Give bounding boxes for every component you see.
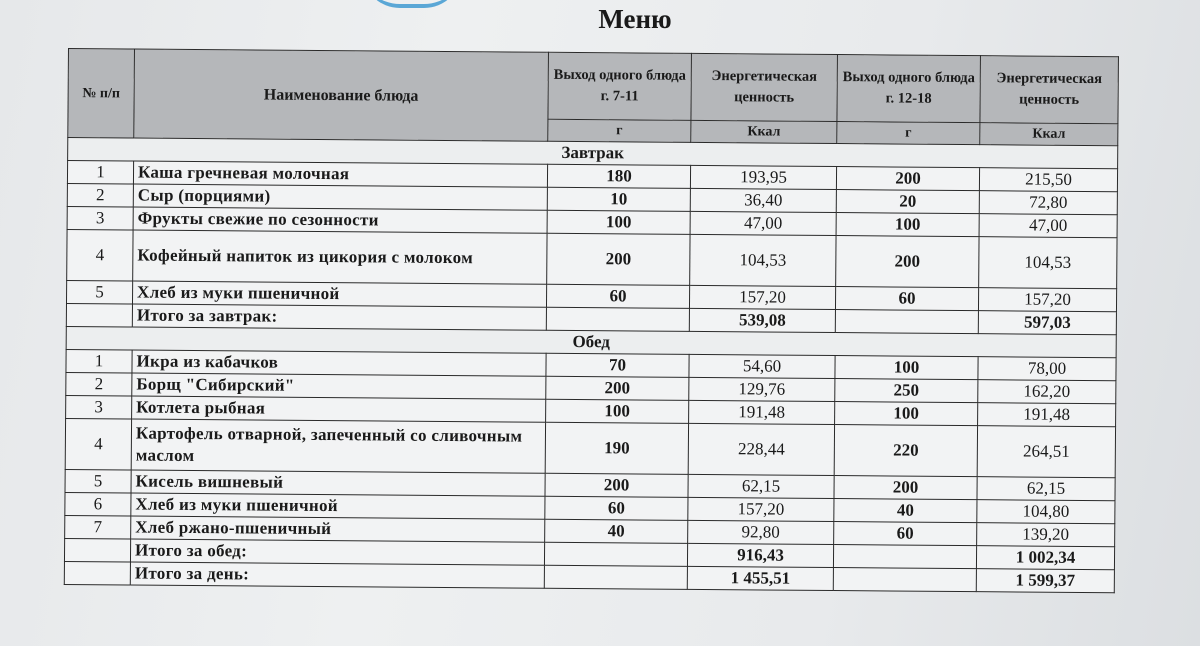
kcal-7-11: 47,00 [690,211,836,235]
dish-name: Икра из кабачков [132,350,546,376]
portion-12-18: 20 [836,190,979,214]
portion-12-18: 200 [836,167,979,191]
row-num: 5 [66,280,132,304]
portion-7-11: 100 [547,210,690,234]
dish-name: Сыр (порциями) [133,184,547,210]
row-num: 4 [65,418,131,470]
kcal-12-18: 72,80 [979,191,1117,215]
day-total-kcal-7-11: 1 455,51 [687,566,833,590]
kcal-12-18: 104,53 [979,237,1117,289]
kcal-7-11: 193,95 [690,165,836,189]
kcal-7-11: 191,48 [689,400,835,424]
kcal-12-18: 78,00 [978,357,1116,381]
dish-name: Фрукты свежие по сезонности [133,207,547,233]
kcal-12-18: 47,00 [979,214,1117,238]
kcal-7-11: 129,76 [689,377,835,401]
row-num: 5 [65,469,131,493]
portion-7-11: 100 [546,399,689,423]
kcal-7-11: 92,80 [688,520,834,544]
portion-7-11: 200 [546,376,689,400]
dish-name: Хлеб из муки пшеничной [131,493,545,519]
empty-cell [544,565,687,589]
portion-12-18: 40 [834,499,977,523]
day-total-kcal-12-18: 1 599,37 [976,569,1114,593]
portion-12-18: 200 [834,476,977,500]
portion-7-11: 180 [547,164,690,188]
kcal-7-11: 104,53 [690,234,836,286]
total-label: Итого за завтрак: [132,304,546,330]
header-unit-kcal-12-18: Ккал [980,123,1118,146]
kcal-12-18: 104,80 [977,500,1115,524]
portion-12-18: 100 [835,356,978,380]
header-num: № п/п [68,49,135,139]
header-unit-g-7-11: г [548,119,691,142]
empty-cell [66,303,132,327]
header-unit-g-12-18: г [837,122,980,145]
empty-cell [833,545,976,569]
row-num: 3 [67,206,133,230]
row-num: 3 [66,395,132,419]
row-num: 4 [67,229,133,281]
header-portion-12-18: Выход одного блюда г. 12-18 [837,55,981,123]
portion-12-18: 60 [834,522,977,546]
total-kcal-7-11: 539,08 [689,308,835,332]
portion-7-11: 10 [547,187,690,211]
portion-12-18: 250 [835,379,978,403]
empty-cell [64,561,130,585]
menu-table [64,48,1119,593]
empty-cell [64,538,130,562]
dish-name: Картофель отварной, запеченный со сливочным маслом [131,419,545,473]
portion-7-11: 190 [545,422,688,474]
empty-cell [546,307,689,331]
portion-7-11: 60 [545,496,688,520]
kcal-12-18: 139,20 [977,523,1115,547]
empty-cell [833,568,976,592]
row-num: 6 [65,492,131,516]
portion-7-11: 200 [545,473,688,497]
total-kcal-12-18: 597,03 [978,311,1116,335]
portion-12-18: 200 [836,236,979,288]
row-num: 2 [66,372,132,396]
kcal-7-11: 54,60 [689,354,835,378]
page-title: Меню [598,4,672,34]
day-total-label: Итого за день: [130,562,544,588]
dish-name: Котлета рыбная [132,396,546,422]
header-unit-kcal-7-11: Ккал [691,120,837,143]
kcal-7-11: 62,15 [688,474,834,498]
portion-7-11: 40 [545,519,688,543]
dish-name: Каша гречневая молочная [133,161,547,187]
header-energy-12-18: Энергетическая ценность [980,56,1119,124]
dish-name: Хлеб из муки пшеничной [132,281,546,307]
kcal-12-18: 157,20 [978,288,1116,312]
portion-7-11: 200 [547,233,690,285]
kcal-12-18: 264,51 [977,426,1115,478]
table-row [67,229,1117,288]
row-num: 7 [65,515,131,539]
kcal-12-18: 62,15 [977,477,1115,501]
portion-12-18: 100 [835,402,978,426]
total-kcal-7-11: 916,43 [687,543,833,567]
kcal-12-18: 162,20 [978,380,1116,404]
dish-name: Борщ "Сибирский" [132,373,546,399]
header-energy-7-11: Энергетическая ценность [691,53,838,121]
portion-12-18: 220 [834,425,977,477]
kcal-7-11: 157,20 [689,285,835,309]
row-num: 1 [66,349,132,373]
kcal-7-11: 228,44 [688,423,834,475]
portion-7-11: 60 [546,284,689,308]
kcal-12-18: 191,48 [978,403,1116,427]
empty-cell [544,542,687,566]
total-kcal-12-18: 1 002,34 [976,546,1114,570]
header-name: Наименование блюда [134,49,549,141]
portion-7-11: 70 [546,353,689,377]
row-num: 2 [67,183,133,207]
kcal-7-11: 36,40 [690,188,836,212]
empty-cell [835,310,978,334]
table-row [65,418,1115,477]
table-header [68,49,1119,146]
section-label: Обед [66,326,1116,357]
portion-12-18: 60 [835,287,978,311]
dish-name: Кофейный напиток из цикория с молоком [133,230,547,284]
total-label: Итого за обед: [130,539,544,565]
section-label: Завтрак [68,138,1118,169]
kcal-12-18: 215,50 [979,168,1117,192]
row-num: 1 [67,161,133,185]
portion-12-18: 100 [836,213,979,237]
header-portion-7-11: Выход одного блюда г. 7-11 [548,52,692,120]
dish-name: Хлеб ржано-пшеничный [131,516,545,542]
kcal-7-11: 157,20 [688,497,834,521]
dish-name: Кисель вишневый [131,470,545,496]
